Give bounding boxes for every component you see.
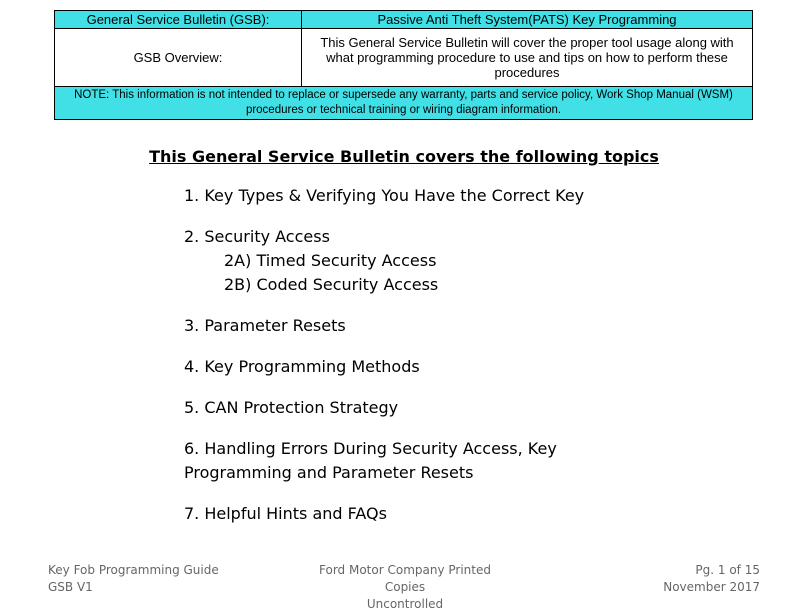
topic-2: 2. Security Access [184, 227, 330, 246]
topics-heading: This General Service Bulletin covers the following topics [149, 147, 659, 166]
gsb-label: General Service Bulletin (GSB): [55, 11, 302, 29]
footer-guide-title: Key Fob Programming Guide [48, 563, 219, 577]
topic-6: 6. Handling Errors During Security Access, Key Programming and Parameter Resets [184, 439, 557, 482]
topic-2a: 2A) Timed Security Access [224, 251, 437, 270]
topic-3: 3. Parameter Resets [184, 316, 346, 335]
topic-1: 1. Key Types & Verifying You Have the Correct Key [184, 186, 585, 205]
footer-date: November 2017 [663, 580, 760, 594]
footer-company: Ford Motor Company Printed Copies [319, 563, 491, 594]
footer-right [663, 562, 760, 596]
topic-7: 7. Helpful Hints and FAQs [184, 504, 387, 523]
footer-uncontrolled: Uncontrolled [366, 597, 444, 611]
gsb-header-table [54, 10, 753, 120]
footer-left [48, 562, 219, 596]
gsb-note: NOTE: This information is not intended to replace or supersede any warranty, parts and service policy, Work Shop Manual (WSM) procedures or technical training or wiring diagram information. [55, 87, 753, 120]
topic-2b: 2B) Coded Security Access [224, 275, 439, 294]
gsb-overview-row [55, 29, 753, 87]
footer-version: GSB V1 [48, 580, 93, 594]
gsb-overview-text: This General Service Bulletin will cover the proper tool usage along with what programming procedure to use and tips on how to perform these procedures [302, 29, 753, 87]
topic-5: 5. CAN Protection Strategy [184, 398, 399, 417]
topics-list [184, 184, 744, 526]
topic-4: 4. Key Programming Methods [184, 357, 420, 376]
gsb-overview-label: GSB Overview: [55, 29, 302, 87]
gsb-title-row [55, 11, 753, 29]
footer-page-number: Pg. 1 of 15 [695, 563, 760, 577]
gsb-note-row [55, 87, 753, 120]
footer-center [300, 562, 510, 613]
gsb-title: Passive Anti Theft System(PATS) Key Programming [302, 11, 753, 29]
